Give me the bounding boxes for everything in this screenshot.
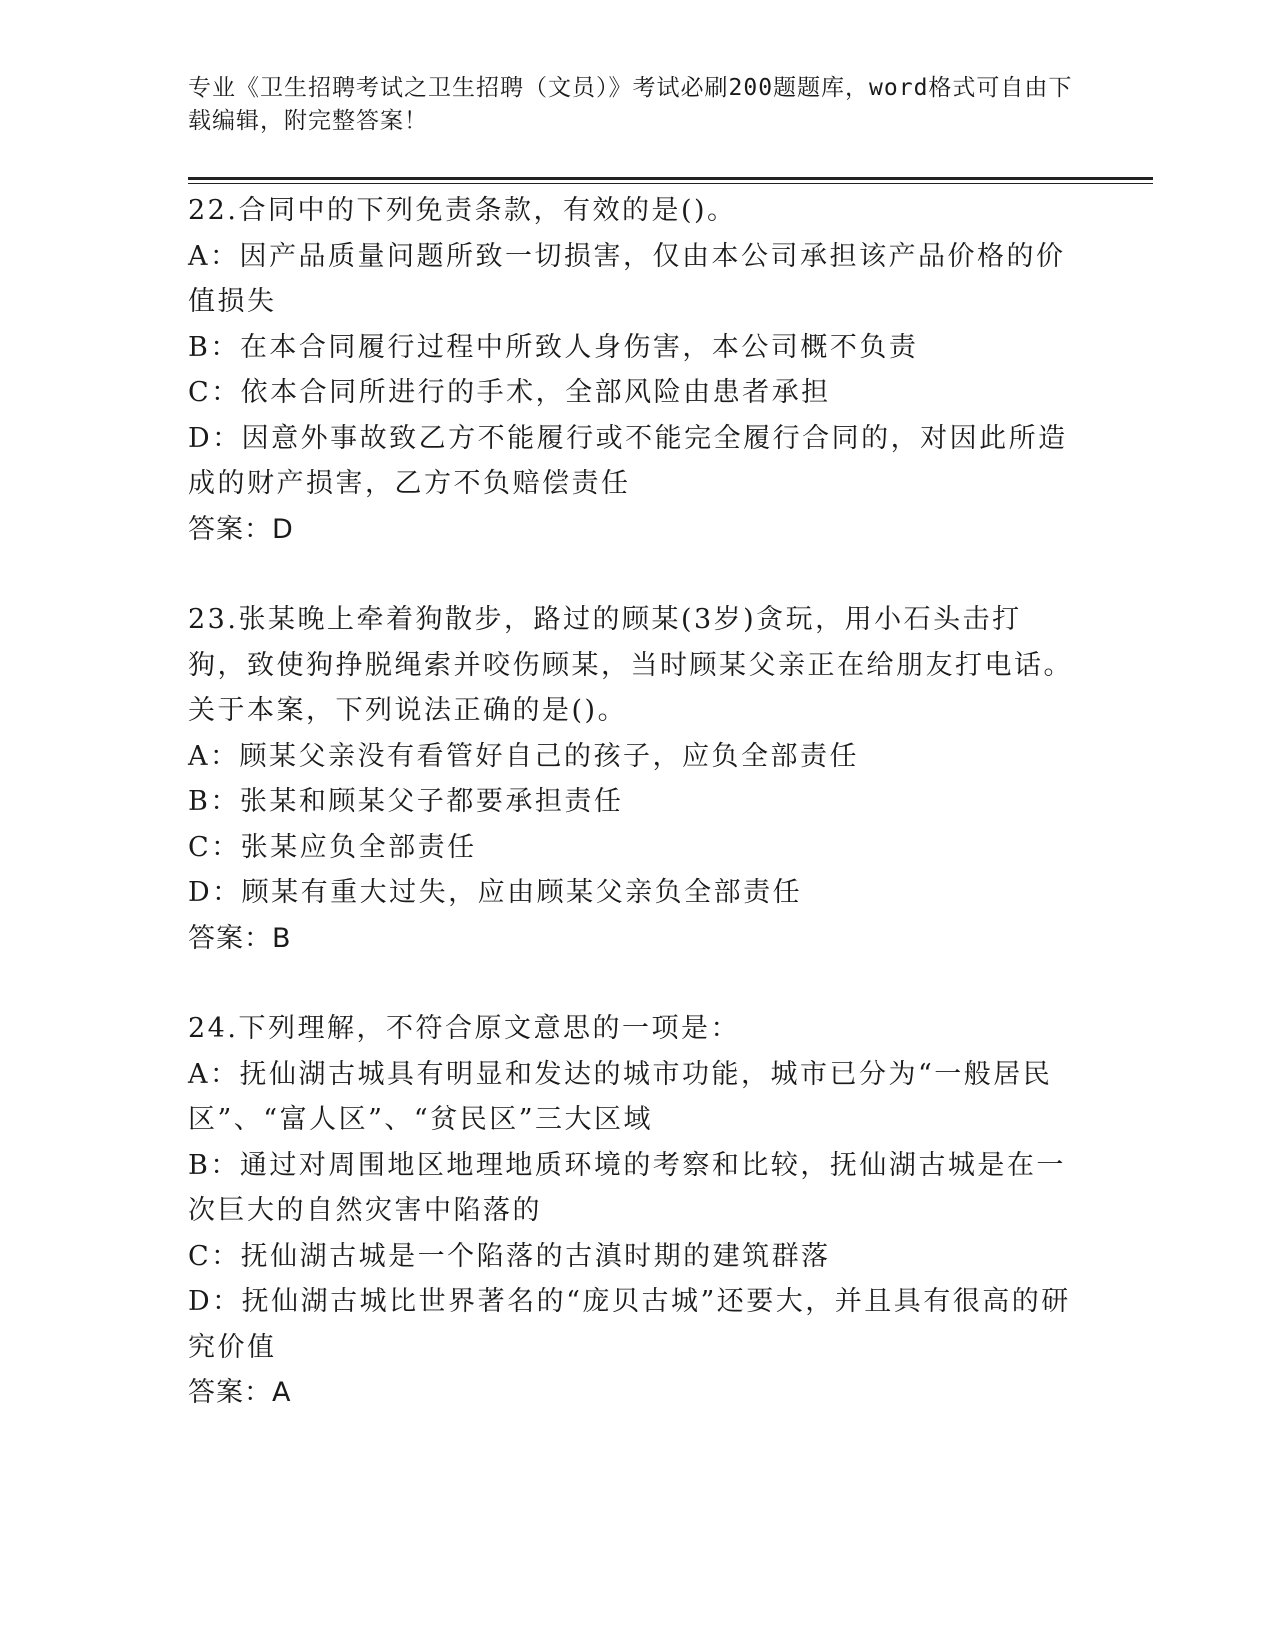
option-d: D：因意外事故致乙方不能履行或不能完全履行合同的，对因此所造成的财产损害，乙方不负赔偿责任 bbox=[188, 422, 1068, 499]
option-b: B：通过对周围地区地理地质环境的考察和比较，抚仙湖古城是在一次巨大的自然灾害中陷落的 bbox=[188, 1149, 1066, 1226]
document-header: 专业《卫生招聘考试之卫生招聘（文员）》考试必刷200题题库，word格式可自由下载编辑，附完整答案！ bbox=[188, 75, 1073, 134]
header-rule-thick bbox=[188, 177, 1153, 180]
question-stem: 23.张某晚上牵着狗散步，路过的顾某(3岁)贪玩，用小石头击打狗，致使狗挣脱绳索并咬伤顾某，当时顾某父亲正在给朋友打电话。关于本案，下列说法正确的是()。 bbox=[188, 604, 1073, 726]
question-23 bbox=[188, 597, 1078, 961]
option-d: D：顾某有重大过失，应由顾某父亲负全部责任 bbox=[188, 877, 803, 908]
option-a: A：因产品质量问题所致一切损害，仅由本公司承担该产品价格的价值损失 bbox=[188, 240, 1066, 317]
option-c: C：依本合同所进行的手术，全部风险由患者承担 bbox=[188, 377, 831, 408]
option-a: A：抚仙湖古城具有明显和发达的城市功能，城市已分为“一般居民区”、“富人区”、“贫民区”三大区域 bbox=[188, 1058, 1053, 1135]
header-rule-thin bbox=[188, 183, 1153, 184]
question-list bbox=[188, 188, 1078, 1461]
question-22 bbox=[188, 188, 1078, 552]
option-b: B：张某和顾某父子都要承担责任 bbox=[188, 786, 624, 817]
option-c: C：抚仙湖古城是一个陷落的古滇时期的建筑群落 bbox=[188, 1240, 831, 1272]
option-c: C：张某应负全部责任 bbox=[188, 831, 477, 863]
question-24 bbox=[188, 1006, 1078, 1416]
answer: 答案：D bbox=[188, 513, 294, 545]
option-b: B：在本合同履行过程中所致人身伤害，本公司概不负责 bbox=[188, 331, 919, 363]
question-stem: 24.下列理解，不符合原文意思的一项是： bbox=[188, 1013, 740, 1044]
question-stem: 22.合同中的下列免责条款，有效的是()。 bbox=[188, 195, 737, 226]
answer: 答案：A bbox=[188, 1377, 292, 1408]
answer: 答案：B bbox=[188, 922, 292, 954]
option-d: D：抚仙湖古城比世界著名的“庞贝古城”还要大，并且具有很高的研究价值 bbox=[188, 1286, 1071, 1363]
option-a: A：顾某父亲没有看管好自己的孩子，应负全部责任 bbox=[188, 740, 859, 772]
